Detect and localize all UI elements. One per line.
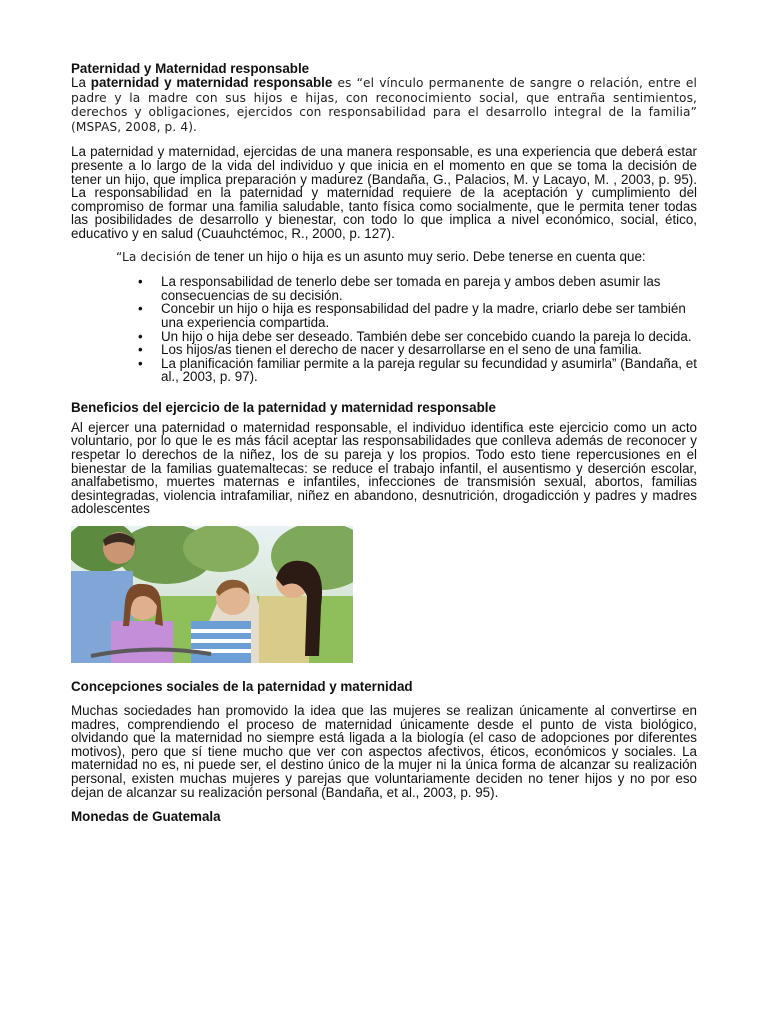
- definition-lead: La: [71, 75, 91, 90]
- decision-quote-start: “La decisión: [116, 249, 192, 264]
- list-item-text: Concebir un hijo o hija es responsabilidad del padre y la madre, criarlo debe ser también una experiencia compartida.: [161, 301, 686, 330]
- paragraph-beneficios: Al ejercer una paternidad o maternidad responsable, el individuo identifica este ejercicio como un acto voluntario, por lo que le es más fácil aceptar las responsabilidades que conlleva además de reconocer y respetar lo derechos de la niñez, los de su pareja y los propios. Todo esto tiene repercusiones en el bienestar de la familias guatemaltecas: se reduce el trabajo infantil, el ausentismo y deserción escolar, analfabetismo, muertes maternas e infantiles, infecciones de transmisión sexual, abortos, familias desintegradas, violencia intrafamiliar, niñez en abandono, desnutrición, drogadicción y padres y madres adolescentes: [71, 419, 697, 517]
- bullet-icon: •: [138, 355, 143, 371]
- list-item-text: La planificación familiar permite a la pareja regular su fecundidad y asumirla” (Bandaña, et al., 2003, p. 97).: [161, 355, 697, 385]
- list-item-text: La responsabilidad de tenerlo debe ser tomada en pareja y ambos deben asumir las consecuencias de su decisión.: [161, 274, 661, 303]
- decision-intro-text: de tener un hijo o hija es un asunto muy serio. Debe tenerse en cuenta que:: [191, 248, 646, 264]
- bullet-icon: •: [138, 342, 143, 358]
- bullet-icon: •: [138, 274, 143, 290]
- list-item-text: Un hijo o hija debe ser deseado. También debe ser concebido cuando la pareja lo decida.: [161, 328, 692, 344]
- heading-paternidad-maternidad-responsable: Paternidad y Maternidad responsable: [71, 61, 310, 76]
- heading-concepciones: Concepciones sociales de la paternidad y maternidad: [71, 679, 413, 695]
- list-item: [138, 274, 697, 303]
- bullet-icon: •: [138, 328, 143, 344]
- definition-term: paternidad y maternidad responsable: [90, 75, 333, 90]
- decision-bullet-list: [71, 275, 697, 384]
- paragraph-responsabilidad: La paternidad y maternidad, ejercidas de una manera responsable, es una experiencia que deberá estar presente a lo largo de la vida del individuo y que inicia en el momento en que se toma la decisión de tener un hijo, que implica preparación y madurez (Bandaña, G., Palacios, M. y Lacayo, M. , 2003, p. 95). La responsabilidad en la paternidad y maternidad requiere de la aceptación y cumplimiento del compromiso de formar una familia saludable, tanto física como socialmente, que le permita tener todas las posibilidades de desarrollo y bienestar, con todo lo que implica a nivel económico, social, ético, educativo y en salud (Cuauhctémoc, R., 2000, p. 127).: [71, 144, 697, 241]
- list-item: [138, 301, 697, 330]
- family-photo: [71, 526, 353, 663]
- definition-quote: es “el vínculo permanente de sangre o relación, entre el padre y la madre con sus hijos e hijas, con reconocimiento social, que entraña sentimientos, derechos y obligaciones, ejercidos con responsabilidad para el desarrollo integral de la familia” (MSPAS, 2008, p. 4).: [71, 76, 698, 134]
- paragraph-concepciones: Muchas sociedades han promovido la idea que las mujeres se realizan únicamente al convertirse en madres, comprendiendo el proceso de maternidad únicamente desde el punto de vista biológico, olvidando que la maternidad no siempre está ligada a la biología (el caso de adopciones por diferentes motivos), pero que sí tiene mucho que ver con aspectos afectivos, éticos, económicos y sociales. La maternidad no es, ni puede ser, el destino único de la mujer ni la única forma de alcanzar su realización personal, existen muchas mujeres y parejas que voluntariamente deciden no tener hijos y no por eso dejan de alcanzar su realización personal (Bandaña, et al., 2003, p. 95).: [71, 703, 697, 800]
- list-item: [138, 328, 697, 344]
- heading-monedas: Monedas de Guatemala: [71, 809, 221, 825]
- list-item: [138, 355, 697, 385]
- list-item-text: Los hijos/as tienen el derecho de nacer y desarrollarse en el seno de una familia.: [161, 342, 642, 358]
- definition-paragraph: [71, 76, 697, 134]
- bullet-icon: •: [138, 301, 143, 317]
- heading-beneficios: Beneficios del ejercicio de la paternidad y maternidad responsable: [71, 399, 496, 415]
- document-body: [71, 61, 697, 824]
- list-item: [138, 342, 697, 358]
- decision-intro: [71, 250, 697, 265]
